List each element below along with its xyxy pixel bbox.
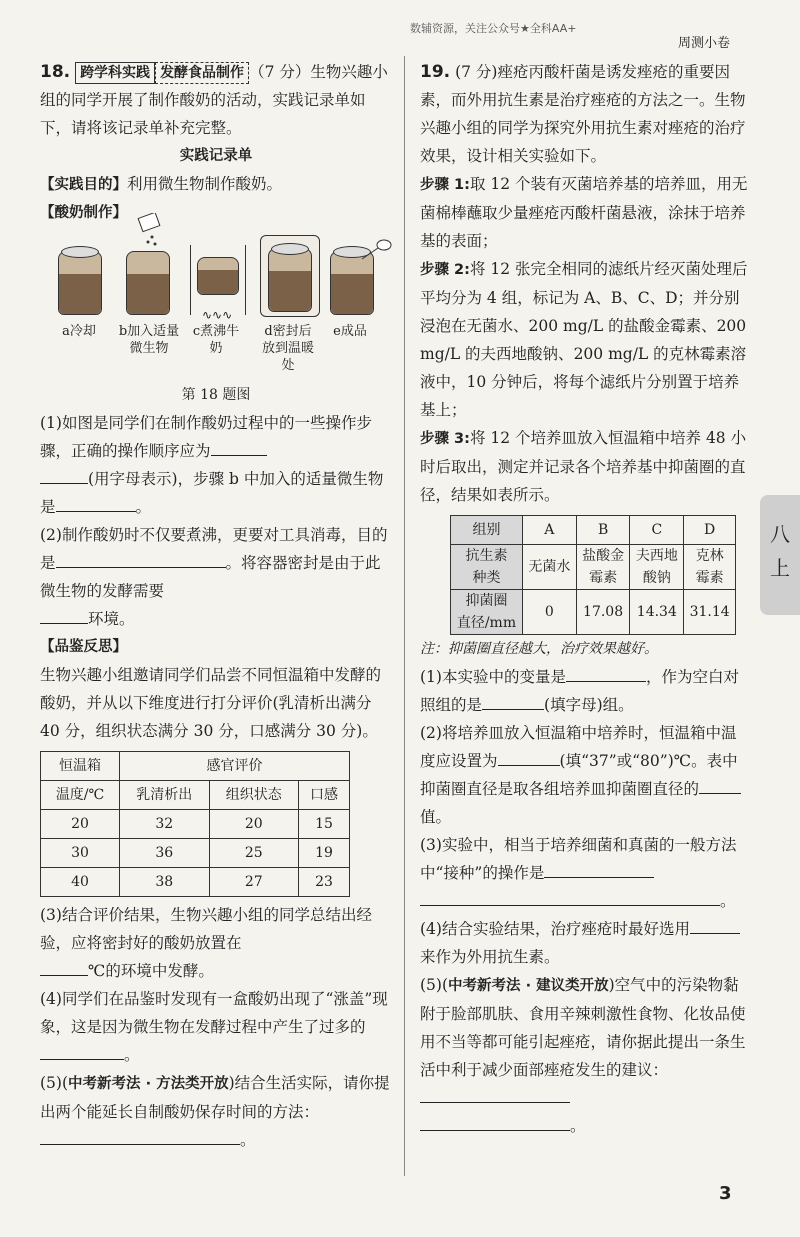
table-cell: A: [522, 516, 576, 545]
table-header: 组别: [451, 516, 523, 545]
reflect-label: 【品鉴反思】: [40, 639, 127, 655]
table-cell: 32: [120, 810, 210, 839]
q19-p5a: (5)(: [420, 976, 449, 994]
step1-text: 取 12 个装有灭菌培养基的培养皿，用无菌棉棒蘸取少量痤疮丙酸杆菌悬液，涂抹于培养基的表面；: [420, 175, 748, 250]
header-series: 周测小卷: [677, 36, 730, 51]
table-cell: 15: [299, 810, 350, 839]
q18-p1b: (用字母表示)，步骤 b 中加入的适量微生物是: [40, 470, 384, 516]
answer-blank[interactable]: [420, 887, 720, 906]
answer-blank[interactable]: [40, 1041, 124, 1060]
table-cell: 20: [209, 810, 299, 839]
table-header: 恒温箱: [41, 752, 120, 781]
table-cell: D: [684, 516, 736, 545]
table-row: [41, 810, 350, 839]
sealed-jar-icon: [260, 235, 320, 317]
step2-text: 将 12 张完全相同的滤纸片经灭菌处理后平均分为 4 组，标记为 A、B、C、D；并分别浸泡在无菌水、200 mg/L 的盐酸金霉素、200 mg/L 的夫西地酸钠、200 mg/L 的克林霉素溶液中，10 分钟后，将每个滤纸片分别置于培养基上；: [420, 260, 748, 419]
q19-intro: (7 分)痤疮丙酸杆菌是诱发痤疮的重要因素，而外用抗生素是治疗痤疮的方法之一。生物兴趣小组的同学为探究外用抗生素对痤疮的治疗效果，设计相关实验如下。: [420, 63, 746, 165]
q19-p1b: ，作为空白对照组的是: [420, 668, 739, 714]
table-header: 感官评价: [120, 752, 350, 781]
question-19: 19. (7 分)痤疮丙酸杆菌是诱发痤疮的重要因素，而外用抗生素是治疗痤疮的方法之一。生物兴趣小组的同学为探究外用抗生素对痤疮的治疗效果，设计相关实验如下。 步骤 1:取 12 个装有灭菌培养基的培养皿，用无菌棉棒蘸取少量痤疮丙酸杆菌悬液，涂抹于培养基的表面； 步骤 2:将 12 张完全相同的滤纸片经灭菌处理后平均分为 4 组，标记为 A、B、C、D；并分别浸泡在无菌水、200 mg/L 的盐酸金霉素、200 mg/L 的夫西地酸钠、200 mg/L 的克林霉素溶液中，10 分钟后，将每个滤纸片分别置于培养基上； 步骤 3:将 12 个培养皿放入恒温箱中培养 48 小时后取出，测定并记录各个培养基中抑菌圈的直径，结果如表所示。 组别 A B C D 抗生素 种类 无菌水 盐酸金 霉素 夫西地 酸钠 克林 霉素 抑菌圈 直径/mm 0 17.08 14.34 31.14 注：抑菌圈直径越大，治疗效果越好。 (1)本实验中的变量是 ，作为空白对照组的是 (填字母)组。 (2)将培养皿放入恒温箱中培养时，恒温箱中温度应设置为 (填“37”或“80”)℃。表中抑菌圈直径是取各组培养皿抑菌圈直径的值。 (3)实验中，相当于培养细菌和真菌的一般方法中“接种”的操作是 。 (4)结合实验结果，治疗痤疮时最好选用来作为外用抗生素。 (5)(中考新考法 · 建议类开放)空气中的污染物黏附于脸部肌肤、食用辛辣刺激性食物、化妆品使用不当等都可能引起痤疮，请你据此提出一条生活中利于减少面部痤疮发生的建议： 。: [420, 58, 750, 1140]
table-header: 抑菌圈 直径/mm: [451, 590, 523, 635]
answer-blank[interactable]: [420, 1112, 570, 1131]
q18-tag-topic: 发酵食品制作: [155, 62, 249, 84]
answer-blank[interactable]: [211, 437, 267, 456]
purpose-text: 利用微生物制作酸奶。: [127, 175, 283, 193]
answer-blank[interactable]: [699, 775, 741, 794]
table-cell: 40: [41, 868, 120, 897]
q19-p5b: )空气中的污染物黏附于脸部肌肤、食用辛辣刺激性食物、化妆品使用不当等都可能引起痤疮，请你据此提出一条生活中利于减少面部痤疮发生的建议：: [420, 976, 746, 1079]
q19-p4a: (4)结合实验结果，治疗痤疮时最好选用: [420, 920, 690, 938]
answer-blank[interactable]: [420, 1084, 570, 1103]
table-cell: 20: [41, 810, 120, 839]
table-header: 乳清析出: [120, 781, 210, 810]
q19-p2c: 值。: [420, 808, 452, 826]
purpose-label: 【实践目的】: [40, 177, 127, 193]
answer-blank[interactable]: [40, 465, 88, 484]
record-title: 实践记录单: [179, 148, 253, 164]
q18-p4a: (4)同学们在品鉴时发现有一盒酸奶出现了“涨盖”现象，这是因为微生物在发酵过程中产生了过多的: [40, 990, 388, 1036]
table-cell: 31.14: [684, 590, 736, 635]
q19-p3a: (3)实验中，相当于培养细菌和真菌的一般方法中“接种”的操作是: [420, 836, 737, 882]
table-cell: 0: [522, 590, 576, 635]
table-cell: 19: [299, 839, 350, 868]
table-header: 口感: [299, 781, 350, 810]
table-cell: 17.08: [576, 590, 630, 635]
answer-blank[interactable]: [40, 605, 88, 624]
answer-blank[interactable]: [544, 859, 654, 878]
stove-boil-icon: ∿∿∿: [190, 245, 246, 315]
inhibition-zone-table: [450, 515, 736, 635]
jar-add-microbe-icon: [126, 251, 170, 315]
header-notice: 数辅资源，关注公众号★全科AA+: [410, 22, 577, 35]
q18-tag-crossdiscipline: 跨学科实践: [75, 62, 155, 84]
q19-p1a: (1)本实验中的变量是: [420, 668, 566, 686]
table-cell: 25: [209, 839, 299, 868]
table-cell: C: [630, 516, 684, 545]
table-header: 温度/℃: [41, 781, 120, 810]
step-c-label: c煮沸牛奶: [192, 324, 240, 356]
page-header: [0, 14, 800, 51]
column-divider: [404, 56, 405, 1176]
step2-label: 步骤 2:: [420, 262, 470, 278]
question-18: 18. 跨学科实践 发酵食品制作 （7 分）生物兴趣小组的同学开展了制作酸奶的活动，实践记录单如下，请将该记录单补充完整。 实践记录单 【实践目的】利用微生物制作酸奶。 【酸奶制作】 ∿∿∿ a冷却 b加入适量微生物 c煮沸牛奶 d密封后放到温暖处 e成品 第 18 题图 (1)如图是同学们在制作酸奶过程中的一些操作步骤，正确的操作顺序应为 (用字母表示)，步骤 b 中加入的适量微生物是 。 (2)制作酸奶时不仅要煮沸，更要对工具消毒，目的是 。将容器密封是由于此微生物的发酵需要 环境。 【品鉴反思】 生物兴趣小组邀请同学们品尝不同恒温箱中发酵的酸奶，并从以下维度进行打分评价(乳清析出满分 40 分，组织状态满分 30 分，口感满分 30 分)。 恒温箱 感官评价 温度/℃ 乳清析出 组织状态 口感 20 32 20 15 30 36 25 19 40 38 27 23 (3)结合评价结果，生物兴趣小组的同学总结出经验，应将密封好的酸奶放置在 ℃的环境中发酵。 (4)同学们在品鉴时发现有一盒酸奶出现了“涨盖”现象，这是因为微生物在发酵过程中产生了过多的。 (5)(中考新考法 · 方法类开放)结合生活实际，请你提出两个能延长自制酸奶保存时间的方法：。: [40, 58, 392, 1154]
step-a-label: a冷却: [62, 324, 96, 339]
q19-p4b: 来作为外用抗生素。: [420, 948, 560, 966]
answer-blank[interactable]: [40, 957, 88, 976]
sensory-eval-table: [40, 751, 350, 897]
answer-blank[interactable]: [40, 1126, 240, 1145]
q18-p1a: (1)如图是同学们在制作酸奶过程中的一些操作步骤，正确的操作顺序应为: [40, 414, 372, 460]
spoon-icon: [360, 237, 394, 261]
q18-p5-tag: 中考新考法 · 方法类开放: [68, 1076, 229, 1092]
jar-cooling-icon: [58, 251, 102, 315]
table-row: [41, 839, 350, 868]
figure-caption: 第 18 题图: [181, 387, 251, 403]
grade-side-tab: [760, 495, 800, 615]
reflect-text: 生物兴趣小组邀请同学们品尝不同恒温箱中发酵的酸奶，并从以下维度进行打分评价(乳清析出满分 40 分，组织状态满分 30 分，口感满分 30 分)。: [40, 666, 382, 740]
q18-p3a: (3)结合评价结果，生物兴趣小组的同学总结出经验，应将密封好的酸奶放置在: [40, 906, 372, 952]
table-cell: 23: [299, 868, 350, 897]
q18-p5a: (5)(: [40, 1074, 69, 1092]
table-cell: 27: [209, 868, 299, 897]
q19-p2a: (2)将培养皿放入恒温箱中培养时，恒温箱中温度应设置为: [420, 724, 737, 770]
q18-p5b: )结合生活实际，请你提出两个能延长自制酸奶保存时间的方法：: [40, 1074, 390, 1121]
answer-blank[interactable]: [56, 549, 226, 568]
table-cell: 夫西地 酸钠: [630, 545, 684, 590]
make-label: 【酸奶制作】: [40, 205, 127, 221]
page-number: 3: [719, 1183, 732, 1204]
side-tab-text: 上: [770, 556, 790, 580]
q18-number: 18.: [40, 62, 71, 82]
answer-blank[interactable]: [56, 493, 136, 512]
q18-p2b: 将容器密封是由于此微生物的发酵需要: [40, 554, 381, 600]
answer-blank[interactable]: [498, 747, 560, 766]
table-cell: 14.34: [630, 590, 684, 635]
answer-blank[interactable]: [566, 663, 646, 682]
q19-p2b: (填“37”或“80”)℃。表中抑菌圈直径是取各组培养皿抑菌圈直径的: [420, 752, 738, 798]
table-cell: 盐酸金 霉素: [576, 545, 630, 590]
answer-blank[interactable]: [482, 691, 544, 710]
table-cell: B: [576, 516, 630, 545]
step-b-label: b加入适量微生物: [118, 324, 180, 356]
powder-packet-icon: [132, 213, 172, 247]
table-cell: 30: [41, 839, 120, 868]
table-cell: 无菌水: [522, 545, 576, 590]
q18-p2c: 环境。: [88, 610, 135, 628]
yogurt-steps-figure: [40, 231, 392, 381]
step1-label: 步骤 1:: [420, 177, 470, 193]
step3-label: 步骤 3:: [420, 431, 470, 447]
table-header: 抗生素 种类: [451, 545, 523, 590]
q18-intro: （7 分）生物兴趣小组的同学开展了制作酸奶的活动，实践记录单如下，请将该记录单补充完整。: [40, 63, 388, 137]
answer-blank[interactable]: [690, 915, 740, 934]
step3-text: 将 12 个培养皿放入恒温箱中培养 48 小时后取出，测定并记录各个培养基中抑菌圈的直径，结果如表所示。: [420, 429, 747, 504]
q18-p3b: ℃的环境中发酵。: [88, 962, 214, 980]
q19-p5-tag: 中考新考法 · 建议类开放: [448, 978, 609, 994]
step-e-label: e成品: [333, 324, 367, 339]
q19-p1c: (填字母)组。: [544, 696, 634, 714]
table-cell: 36: [120, 839, 210, 868]
table-cell: 38: [120, 868, 210, 897]
q19-number: 19.: [420, 62, 451, 82]
step-d-label: d密封后放到温暖处: [261, 324, 314, 373]
q19-note: 注：抑菌圈直径越大，治疗效果越好。: [420, 641, 658, 657]
q18-p2a: (2)制作酸奶时不仅要煮沸，更要对工具消毒，目的是: [40, 526, 388, 572]
side-tab-text: 八: [770, 522, 790, 546]
table-header: 组织状态: [209, 781, 299, 810]
table-row: [41, 868, 350, 897]
table-cell: 克林 霉素: [684, 545, 736, 590]
